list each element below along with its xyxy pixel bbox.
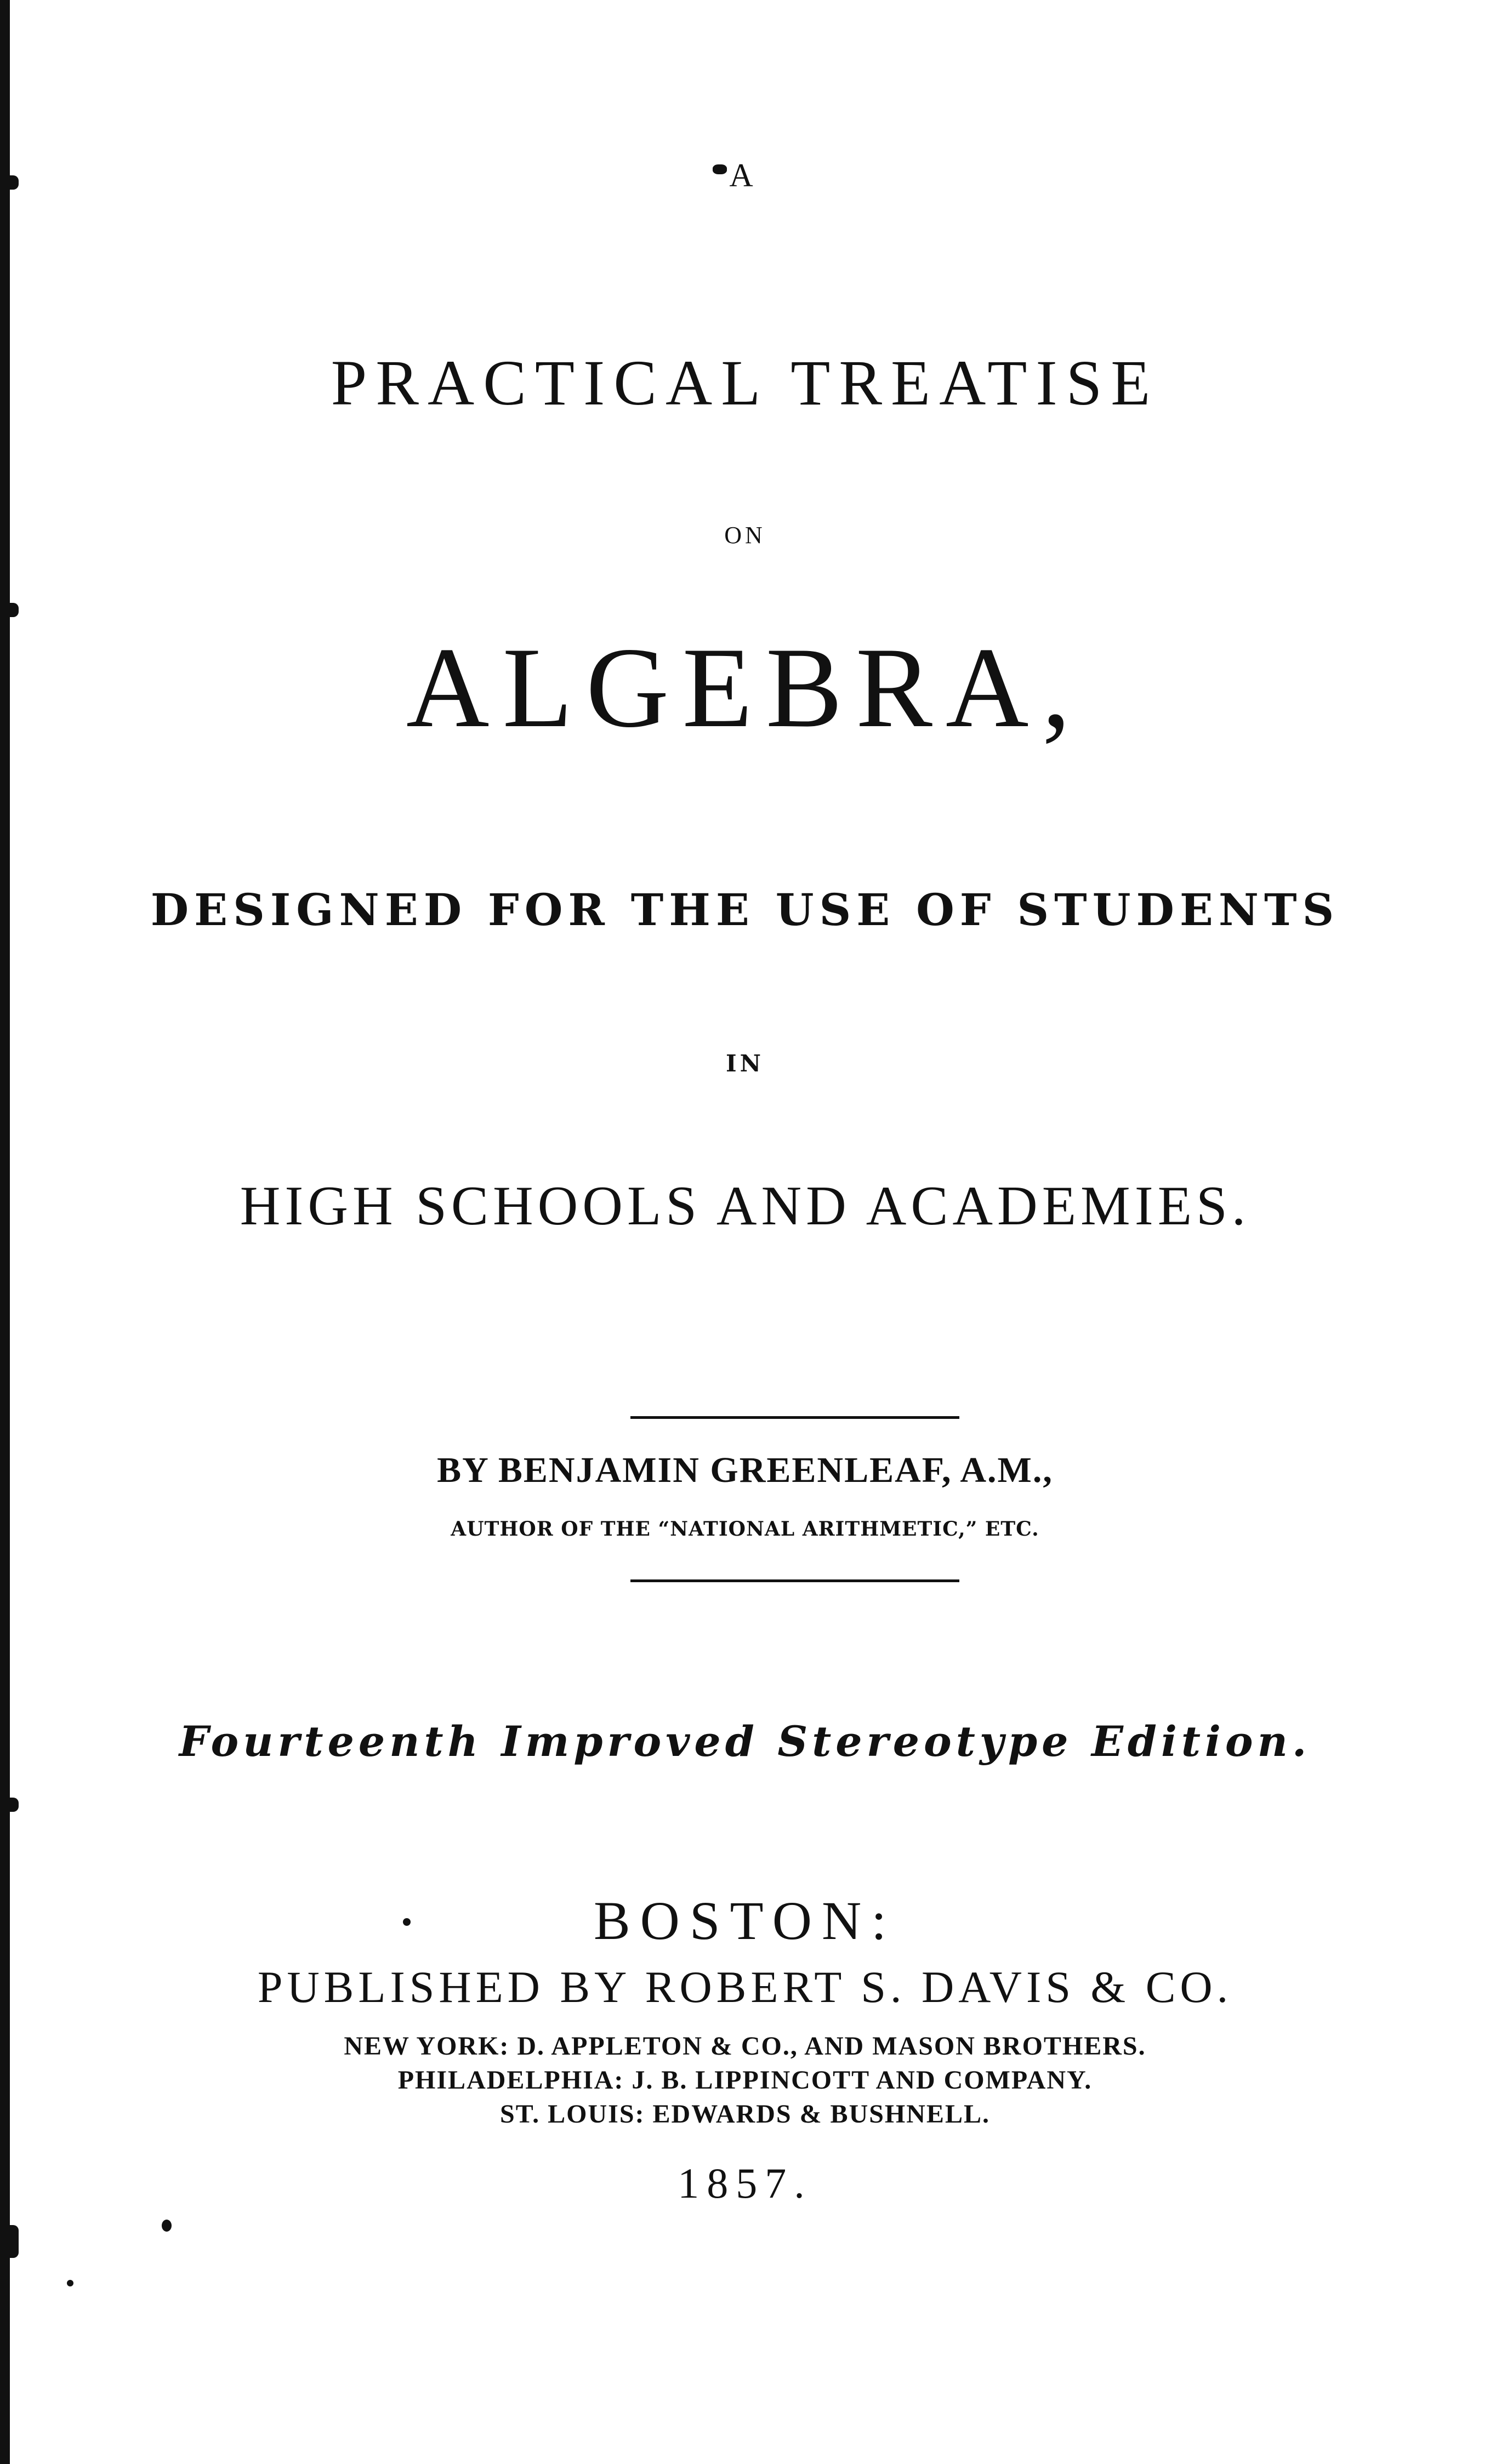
binding-notch (0, 603, 19, 617)
ink-speck (67, 2280, 73, 2286)
ink-speck (403, 1918, 411, 1926)
distributor-line: PHILADELPHIA: J. B. LIPPINCOTT AND COMPANY. (397, 2066, 1093, 2095)
binding-notch (0, 1798, 19, 1812)
title-connector: ON (724, 522, 766, 549)
preposition: IN (725, 1050, 765, 1077)
author-note: AUTHOR OF THE “NATIONAL ARITHMETIC,” ETC. (451, 1518, 1039, 1541)
edition-line: Fourteenth Improved Stereotype Edition. (179, 1717, 1311, 1766)
ink-speck (713, 164, 727, 174)
imprint-year: 1857. (678, 2159, 812, 2207)
imprint-city: BOSTON: (593, 1890, 897, 1951)
author-line: BY BENJAMIN GREENLEAF, A.M., (437, 1450, 1053, 1490)
divider-rule (630, 1416, 959, 1419)
pre-title: A (729, 157, 761, 193)
audience-line: HIGH SCHOOLS AND ACADEMIES. (240, 1175, 1250, 1237)
purpose-line: DESIGNED FOR THE USE OF STUDENTS (150, 884, 1340, 936)
imprint-publisher: PUBLISHED BY ROBERT S. DAVIS & CO. (257, 1962, 1233, 2012)
ink-speck (162, 2220, 172, 2232)
binding-notch (0, 2225, 19, 2258)
distributor-line: NEW YORK: D. APPLETON & CO., AND MASON BROTHERS. (344, 2032, 1146, 2061)
book-subject: ALGEBRA, (406, 624, 1084, 751)
distributor-line: ST. LOUIS: EDWARDS & BUSHNELL. (500, 2100, 990, 2129)
book-title: PRACTICAL TREATISE (331, 347, 1159, 419)
divider-rule (630, 1579, 959, 1582)
